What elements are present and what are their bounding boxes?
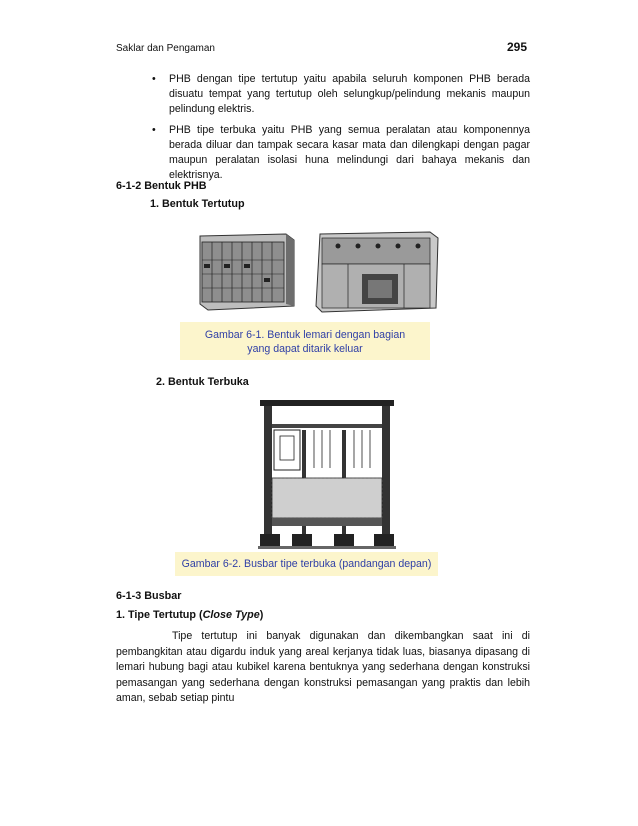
figure-caption-6-2: Gambar 6-2. Busbar tipe terbuka (pandangan depan) [175,552,438,576]
subsection-italic-term: Close Type [202,609,260,621]
figure-closed-cabinets [198,222,442,322]
cabinet-illustration-right [316,232,438,312]
section-heading-612: 6-1-2 Bentuk PHB [116,180,207,192]
item-heading-terbuka: 2. Bentuk Terbuka [156,376,249,388]
bullet-symbol: • [152,73,156,85]
figure-caption-6-1 [180,322,430,360]
bullet-text: PHB tipe terbuka yaitu PHB yang semua peralatan atau komponennya berada diluar dan tampak secara kasar mata dan dilengkapi dengan pagar maupun peralatan isolasi huna melindungi dari bahaya mekanis dan elektrisnya. [169,123,530,182]
cabinet-illustration-left [200,234,294,310]
paragraph-text: Tipe tertutup ini banyak digunakan dan dikembangkan saat ini di pembangkitan atau digardu induk yang areal kerjanya tidak luas, biasanya dipasang di lemari hubung bagi atau kubikel karena bentuknya yang sederhana dengan konstruksi pemasangan yang sederhana dengan konstruksi pemasangan yang praktis dan lebih aman, sebab setiap pintu [116,630,530,705]
bullet-symbol: • [152,123,156,136]
caption-line: Gambar 6-1. Bentuk lemari dengan bagian [204,329,406,341]
caption-line: yang dapat ditarik keluar [247,343,363,355]
item-heading-tertutup: 1. Bentuk Tertutup [150,198,245,210]
bullet-item [150,123,530,184]
page-number: 295 [507,40,528,54]
figure-open-busbar [258,398,396,550]
body-paragraph [116,629,530,707]
section-heading-613: 6-1-3 Busbar [116,590,182,602]
bullet-text: PHB dengan tipe tertutup yaitu apabila seluruh komponen PHB berada disuatu tempat yang tertutup oleh selungkup/pelindung mekanis maupun pelindung elektris. [169,73,530,116]
bullet-item [150,72,530,118]
bullet-list [150,72,530,188]
subsection-suffix: ) [259,609,264,621]
subsection-prefix: 1. Tipe Tertutup ( [116,609,203,621]
running-header: Saklar dan Pengaman [116,43,215,54]
subsection-heading-close-type [116,609,263,621]
